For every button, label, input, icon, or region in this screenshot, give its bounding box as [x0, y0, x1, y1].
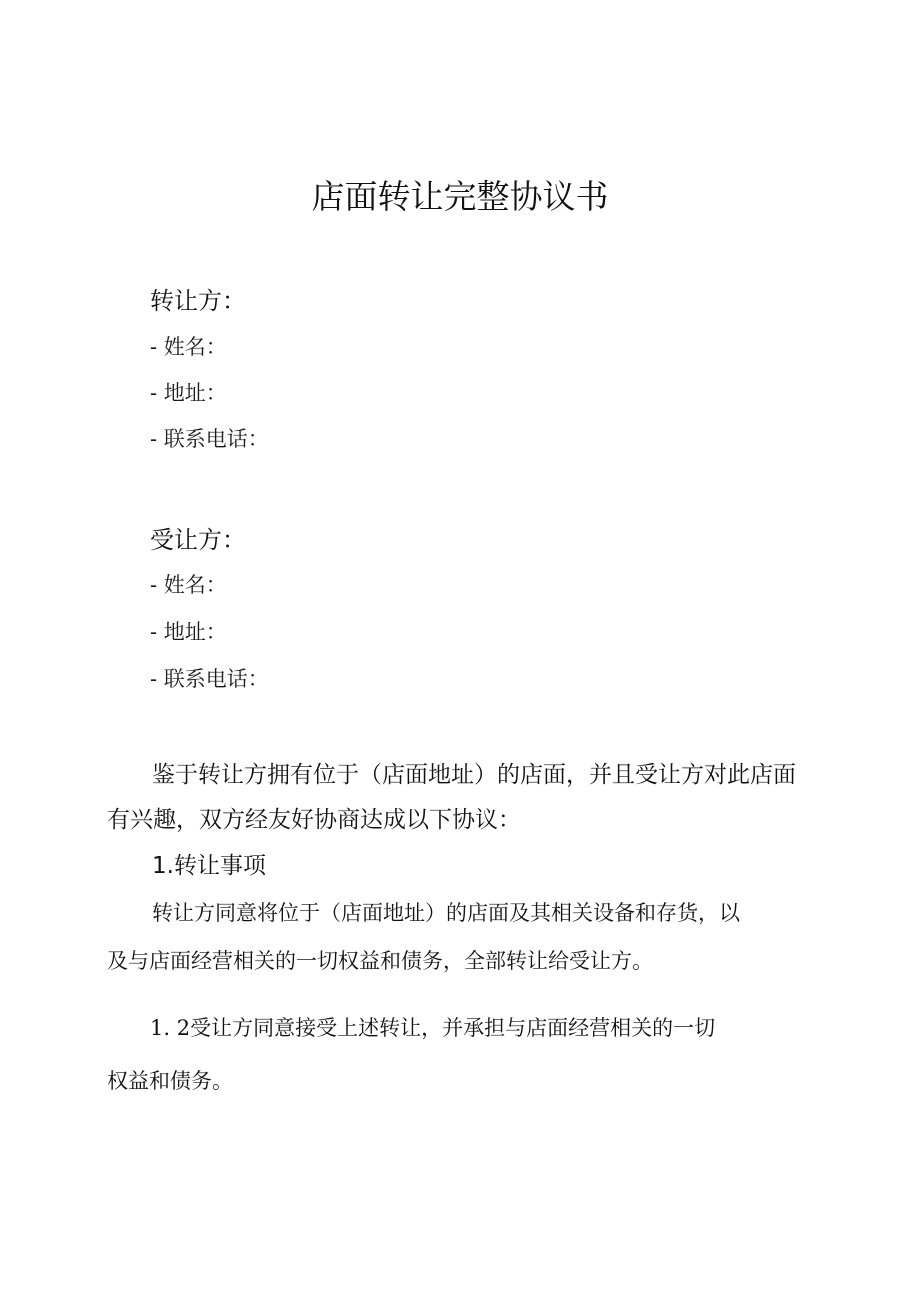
- section-1-para2-line1: 1. 2受让方同意接受上述转让，并承担与店面经营相关的一切: [150, 1016, 716, 1040]
- transferor-name-field: - 姓名：: [150, 335, 227, 359]
- intro-line-1: 鉴于转让方拥有位于（店面地址）的店面，并且受让方对此店面: [152, 762, 796, 788]
- section-1-para1-line2: 及与店面经营相关的一切权益和债务，全部转让给受让方。: [107, 949, 653, 973]
- transferee-phone-field: - 联系电话：: [150, 667, 269, 691]
- transferor-address-field: - 地址：: [150, 381, 227, 405]
- transferee-address-field: - 地址：: [150, 620, 227, 644]
- section-1-para2-line2: 权益和债务。: [107, 1069, 233, 1093]
- intro-line-2: 有兴趣，双方经友好协商达成以下协议：: [107, 807, 521, 833]
- transferor-heading: 转让方：: [150, 287, 246, 315]
- transferee-name-field: - 姓名：: [150, 573, 227, 597]
- transferor-phone-field: - 联系电话：: [150, 427, 269, 451]
- transferee-heading: 受让方：: [150, 526, 246, 554]
- section-1-para1-line1: 转让方同意将位于（店面地址）的店面及其相关设备和存货，以: [152, 901, 740, 925]
- document-title: 店面转让完整协议书: [311, 177, 609, 216]
- section-1-heading: 1.转让事项: [152, 853, 266, 879]
